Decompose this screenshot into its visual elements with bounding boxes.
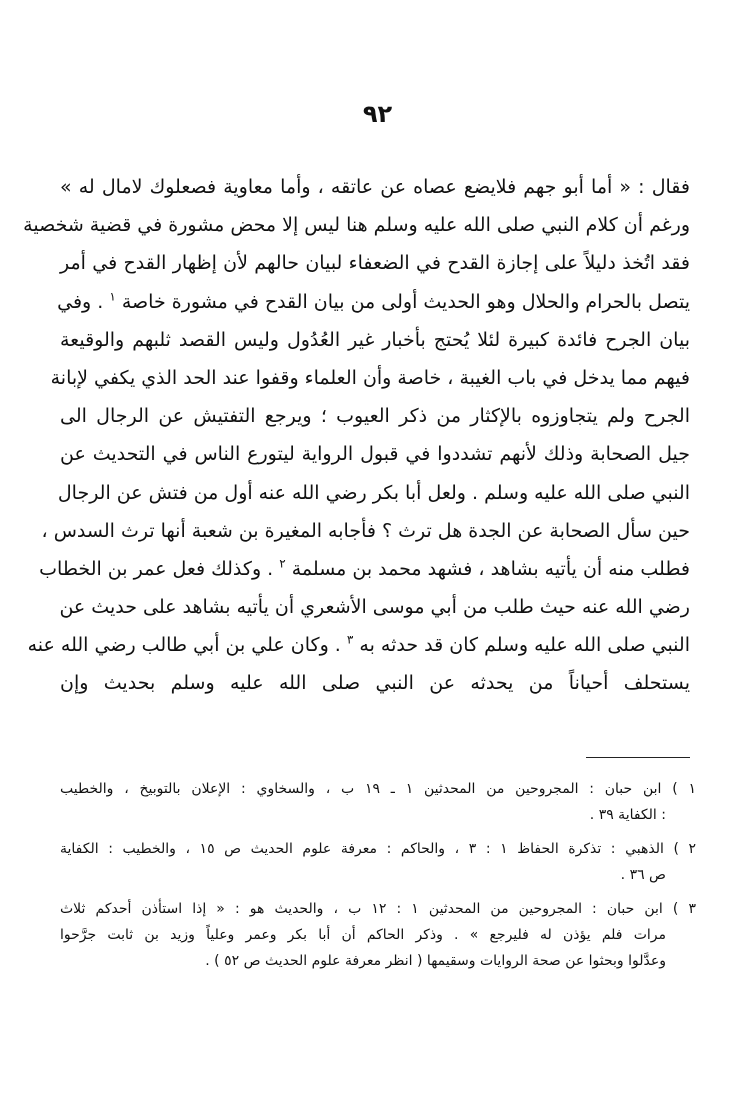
footnote-ref: ١ [109,289,116,304]
text-line [57,283,690,321]
text-line: فقال : « أما أبو جهم فلايضع عصاه عن عاتقه ، وأما معاوية فصعلوك لامال له » [60,176,690,198]
text-line: حين سأل الصحابة عن الجدة هل ترث ؟ فأجابه المغيرة بن شعبة أنها ترث السدس ، [41,519,690,542]
text-segment: . وكذلك فعل عمر بن الخطاب [39,557,274,580]
footnote-line: ص ٣٦ . [620,867,666,883]
footnote-ref: ٢ [279,556,286,571]
footnote-text: الذهبي : تذكرة الحفاظ ١ : ٣ ، والحاكم : معرفة علوم الحديث ص ١٥ ، والخطيب : الكفاية [60,841,664,857]
text-segment: فطلب منه أن يأتيه بشاهد ، فشهد محمد بن مسلمة [291,557,690,580]
text-line: النبي صلى الله عليه وسلم . ولعل أبا بكر رضي الله عنه أول من فتش عن الرجال [57,481,690,504]
page-number: ٩٢ [362,100,393,128]
footnote [60,776,696,828]
text-segment: النبي صلى الله عليه وسلم كان قد حدثه به [359,634,690,657]
footnote-line: وعدَّلوا وبحثوا عن صحة الروايات وسقيمها ( انظر معرفة علوم الحديث ص ٥٢ ) . [205,953,666,969]
text-segment: . وكان علي بن أبي طالب رضي الله عنه [27,634,341,657]
footnote-line [60,836,696,862]
footnote-line: مرات فلم يؤذن له فليرجع » . وذكر الحاكم أن أبا بكر وعمر وعلياً وزيد بن ثابت جرَّحوا [60,927,666,943]
footnotes [60,776,696,982]
footnote-line [60,776,696,802]
footnote-text: ابن حبان : المجروحين من المحدثين ١ ـ ١٩ ب ، والسخاوي : الإعلان بالتوبيخ ، والخطيب [60,781,662,797]
footnote-line [60,896,696,922]
text-line [39,550,690,588]
footnote-ref: ٣ [346,632,354,647]
text-segment: يتصل بالحرام والحلال وهو الحديث أولى من بيان القدح في مشورة خاصة [121,290,690,313]
text-line: فيهم مما يدخل في باب الغيبة ، خاصة وأن العلماء وقفوا عند الحد الذي يكفي لإبانة [50,366,690,389]
text-segment: . وفي [57,290,104,313]
footnote-marker: ١ ) [672,781,696,797]
text-line: فقد اتُخذ دليلاً على إجازة القدح في الضعفاء لبيان حالهم لأن إظهار القدح في أمر [60,252,690,275]
text-line: بيان الجرح فائدة كبيرة لئلا يُحتج بأخبار غير العُدُول وليس القصد ثلبهم والوقيعة [60,328,690,351]
footnote [60,896,696,974]
text-line: ورغم أن كلام النبي صلى الله عليه وسلم هنا ليس إلا محض مشورة في قضية شخصية [23,214,690,237]
text-line: يستحلف أحياناً من يحدثه عن النبي صلى الله عليه وسلم بحديث وإن [60,672,690,695]
text-line: الجرح ولم يتجاوزوه بالإكثار من ذكر العيوب ؛ ويرجع التفتيش عن الرجال الى [60,405,690,428]
footnote-line: : الكفاية ٣٩ . [589,807,666,823]
main-text [23,168,690,703]
footnote-marker: ٣ ) [672,901,696,917]
text-line: رضي الله عنه حيث طلب من أبي موسى الأشعري أن يأتيه بشاهد على حديث عن [59,596,690,619]
text-line [27,626,690,664]
footnote-text: ابن حبان : المجروحين من المحدثين ١ : ١٢ ب ، والحديث هو : « إذا استأذن أحدكم ثلاث [60,901,663,917]
text-line: جيل الصحابة وذلك لأنهم تشددوا في قبول الرواية ليتورع الناس في التحديث عن [60,443,690,466]
footnote-divider [586,757,690,758]
footnote-marker: ٢ ) [673,841,697,857]
footnote [60,836,696,888]
